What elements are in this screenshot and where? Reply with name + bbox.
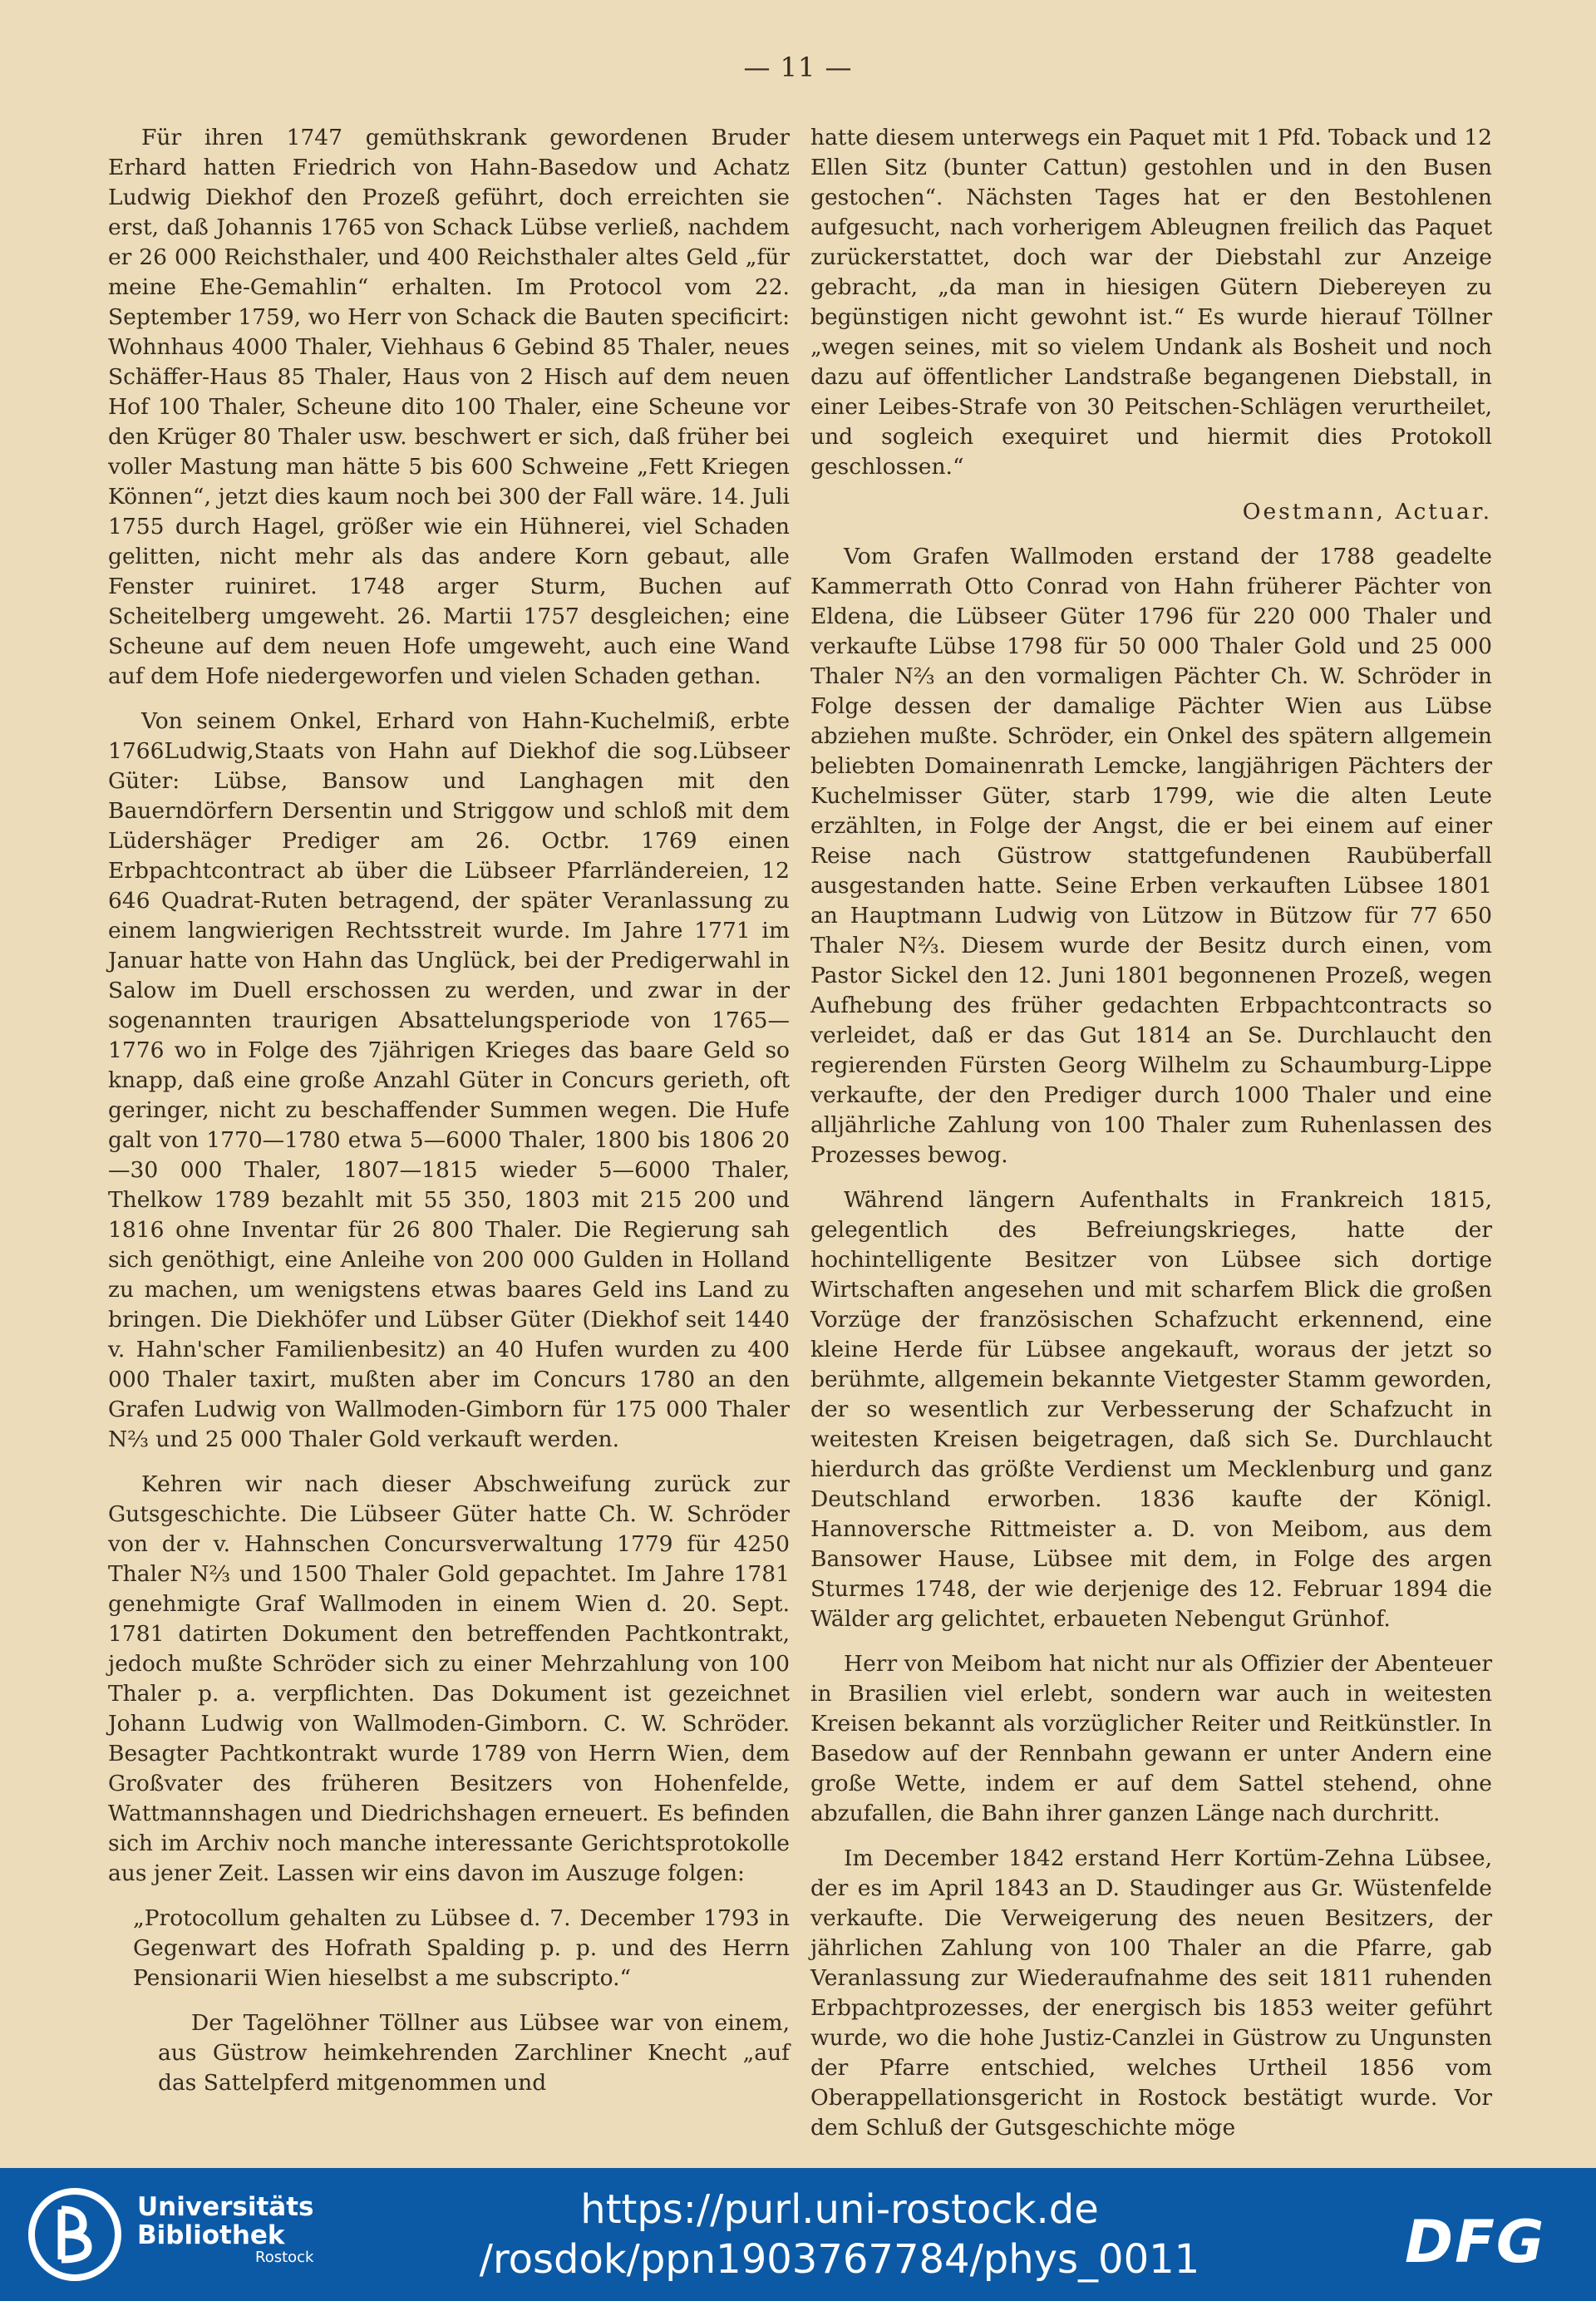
paragraph: hatte diesem unterwegs ein Paquet mit 1 Pfd. Toback und 12 Ellen Sitz (bunter Cattun) gestohlen und in den Busen gestochen“. Nächsten Tages hat er den Bestohlenen aufgesucht, nach vorherigem Ableugnen freilich das Paquet zurückerstattet, doch war der Diebstahl zur Anzeige gebracht, „da man in hiesigen Gütern Diebereyen zu begünstigen nicht gewohnt ist.“ Es wurde hierauf Töllner „wegen seines, mit so vielem Undank als Bosheit und noch dazu auf öffentlicher Landstraße begangenen Diebstall, in einer Leibes-Strafe von 30 Peitschen-Schlägen verurtheilet, und sogleich exequiret und hiermit dies Protokoll geschlossen.“ bbox=[810, 125, 1492, 480]
right-column bbox=[810, 123, 1492, 2158]
paragraph: Vom Grafen Wallmoden erstand der 1788 geadelte Kammerrath Otto Conrad von Hahn früherer Pächter von Eldena, die Lübseer Güter 1796 für 220 000 Thaler und verkaufte Lübse 1798 für 50 000 Thaler Gold und 25 000 Thaler N⅔ an den vormaligen Pächter Ch. W. Schröder in Folge dessen der damalige Pächter Wien aus Lübse abziehen mußte. Schröder, ein Onkel des spätern allgemein beliebten Domainenrath Lemcke, langjährigen Pächters der Kuchelmisser Güter, starb 1799, wie die alten Leute erzählten, in Folge der Angst, die er bei einem auf einer Reise nach Güstrow stattgefundenen Raubüberfall ausgestanden hatte. Seine Erben verkauften Lübsee 1801 an Hauptmann Ludwig von Lützow in Bützow für 77 650 Thaler N⅔. Diesem wurde der Besitz durch einen, vom Pastor Sickel den 12. Juni 1801 begonnenen Prozeß, wegen Aufhebung des früher gedachten Erbpachtcontracts so verleidet, daß er das Gut 1814 an Se. Durchlaucht den regierenden Fürsten Georg Wilhelm zu Schaumburg-Lippe verkaufte, der den Prediger durch 1000 Thaler und eine alljährliche Zahlung von 100 Thaler zum Ruhenlassen des Prozesses bewog. bbox=[810, 544, 1492, 1168]
library-city: Rostock bbox=[255, 2249, 314, 2266]
paragraph: Im December 1842 erstand Herr Kortüm-Zehna Lübsee, der es im April 1843 an D. Staudinger aus Gr. Wüstenfelde verkaufte. Die Verweigerung des neuen Besitzers, der jährlichen Zahlung von 100 Thaler an die Pfarre, gab Veranlassung zur Wiederaufnahme des seit 1811 ruhenden Erbpachtprozesses, der energisch bis 1853 weiter geführt wurde, wo die hohe Justiz-Canzlei in Güstrow zu Ungunsten der Pfarre entschied, welches Urtheil 1856 vom Oberappellationsgericht in Rostock bestätigt wurde. Vor dem Schluß der Gutsgeschichte möge bbox=[810, 1845, 1492, 2141]
protocol-quote: „Protocollum gehalten zu Lübsee d. 7. December 1793 in Gegenwart des Hofrath Spalding p. p. und des Herrn Pensionarii Wien hieselbst a me subscripto.“ bbox=[133, 1905, 790, 1991]
university-library-logo-icon bbox=[25, 2185, 125, 2284]
library-name-line1: Universitäts bbox=[137, 2192, 314, 2222]
left-column bbox=[108, 123, 790, 2113]
library-footer bbox=[0, 2168, 1596, 2301]
permalink[interactable] bbox=[466, 2185, 1214, 2284]
paragraph: Herr von Meibom hat nicht nur als Offizier der Abenteuer in Brasilien viel erlebt, sondern war auch in weitesten Kreisen bekannt als vorzüglicher Reiter und Reitkünstler. In Basedow auf der Rennbahn gewann er unter Andern eine große Wette, indem er auf dem Sattel stehend, ohne abzufallen, die Bahn ihrer ganzen Länge nach durchritt. bbox=[810, 1651, 1492, 1826]
dfg-logo: DFG bbox=[1405, 2208, 1546, 2276]
permalink-line2[interactable]: /rosdok/ppn1903767784/phys_0011 bbox=[479, 2236, 1200, 2283]
library-name bbox=[137, 2193, 313, 2266]
paragraph: Von seinem Onkel, Erhard von Hahn-Kuchelmiß, erbte 1766Ludwig,Staats von Hahn auf Diekhof die sog.Lübseer Güter: Lübse, Bansow und Langhagen mit den Bauerndörfern Dersentin und Striggow und schloß mit dem Lüdershäger Prediger am 26. Octbr. 1769 einen Erbpachtcontract ab über die Lübseer Pfarrländereien, 12 646 Quadrat-Ruten betragend, der später Veranlassung zu einem langwierigen Rechtsstreit wurde. Im Jahre 1771 im Januar hatte von Hahn das Unglück, bei der Predigerwahl in Salow im Duell erschossen zu werden, und zwar in der sogenannten traurigen Absattelungsperiode von 1765—1776 wo in Folge des 7jährigen Krieges das baare Geld so knapp, daß eine große Anzahl Güter in Concurs gerieth, oft geringer, nicht zu beschaffender Summen wegen. Die Hufe galt von 1770—1780 etwa 5—6000 Thaler, 1800 bis 1806 20—30 000 Thaler, 1807—1815 wieder 5—6000 Thaler, Thelkow 1789 bezahlt mit 55 350, 1803 mit 215 200 und 1816 ohne Inventar für 26 800 Thaler. Die Regierung sah sich genöthigt, eine Anleihe von 200 000 Gulden in Holland zu machen, um wenigstens etwas baares Geld ins Land zu bringen. Die Diekhöfer und Lübser Güter (Diekhof seit 1440 v. Hahn'scher Familienbesitz) an 40 Hufen wurden zu 400 000 Thaler taxirt, mußten aber im Concurs 1780 an den Grafen Ludwig von Wallmoden-Gimborn für 175 000 Thaler N⅔ und 25 000 Thaler Gold verkauft werden. bbox=[108, 708, 790, 1452]
paragraph: Der Tagelöhner Töllner aus Lübsee war von einem, aus Güstrow heimkehrenden Zarchliner Knecht „auf das Sattelpferd mitgenommen und bbox=[158, 2010, 790, 2096]
paragraph: Für ihren 1747 gemüthskrank gewordenen Bruder Erhard hatten Friedrich von Hahn-Basedow und Achatz Ludwig Diekhof den Prozeß geführt, doch erreichten sie erst, daß Johannis 1765 von Schack Lübse verließ, nachdem er 26 000 Reichsthaler, und 400 Reichsthaler altes Geld „für meine Ehe-Gemahlin“ erhalten. Im Protocol vom 22. September 1759, wo Herr von Schack die Bauten specificirt: Wohnhaus 4000 Thaler, Viehhaus 6 Gebind 85 Thaler, neues Schäffer-Haus 85 Thaler, Haus von 2 Hisch auf dem neuen Hof 100 Thaler, Scheune dito 100 Thaler, eine Scheune vor den Krüger 80 Thaler usw. beschwert er sich, daß früher bei voller Mastung man hätte 5 bis 600 Schweine „Fett Kriegen Können“, jetzt dies kaum noch bei 300 der Fall wäre. 14. Juli 1755 durch Hagel, größer wie ein Hühnerei, viel Schaden gelitten, nicht mehr als das andere Korn gebaut, alle Fenster ruiniret. 1748 arger Sturm, Buchen auf Scheitelberg umgeweht. 26. Martii 1757 desgleichen; eine Scheune auf dem neuen Hofe umgeweht, auch eine Wand auf dem Hofe niedergeworfen und vielen Schaden gethan. bbox=[108, 125, 790, 689]
signature: Oestmann, Actuar. bbox=[1242, 499, 1492, 525]
paragraph: Während längern Aufenthalts in Frankreich 1815, gelegentlich des Befreiungskrieges, hatte der hochintelligente Besitzer von Lübsee sich dortige Wirtschaften angesehen und mit scharfem Blick die großen Vorzüge der französischen Schafzucht erkennend, eine kleine Herde für Lübsee angekauft, woraus der jetzt so berühmte, allgemein bekannte Vietgester Stamm geworden, der so wesentlich zur Verbesserung der Schafzucht in weitesten Kreisen beigetragen, daß sich Se. Durchlaucht hierdurch das größte Verdienst um Mecklenburg und ganz Deutschland erworben. 1836 kaufte der Königl. Hannoversche Rittmeister a. D. von Meibom, aus dem Bansower Hause, Lübsee mit dem, in Folge des argen Sturmes 1748, der wie derjenige des 12. Februar 1894 die Wälder arg gelichtet, erbaueten Nebengut Grünhof. bbox=[810, 1187, 1492, 1632]
paragraph: Kehren wir nach dieser Abschweifung zurück zur Gutsgeschichte. Die Lübseer Güter hatte Ch. W. Schröder von der v. Hahnschen Concursverwaltung 1779 für 4250 Thaler N⅔ und 1500 Thaler Gold gepachtet. Im Jahre 1781 genehmigte Graf Wallmoden in einem Wien d. 20. Sept. 1781 datirten Dokument den betreffenden Pachtkontrakt, jedoch mußte Schröder sich zu einer Mehrzahlung von 100 Thaler p. a. verpflichten. Das Dokument ist gezeichnet Johann Ludwig von Wallmoden-Gimborn. C. W. Schröder. Besagter Pachtkontrakt wurde 1789 von Herrn Wien, dem Großvater des früheren Besitzers von Hohenfelde, Wattmannshagen und Diedrichshagen erneuert. Es befinden sich im Archiv noch manche interessante Gerichtsprotokolle aus jener Zeit. Lassen wir eins davon im Auszuge folgen: bbox=[108, 1471, 790, 1886]
permalink-line1[interactable]: https://purl.uni-rostock.de bbox=[580, 2186, 1099, 2233]
page-number: — 11 — bbox=[743, 52, 853, 83]
library-name-line2: Bibliothek bbox=[137, 2220, 285, 2250]
